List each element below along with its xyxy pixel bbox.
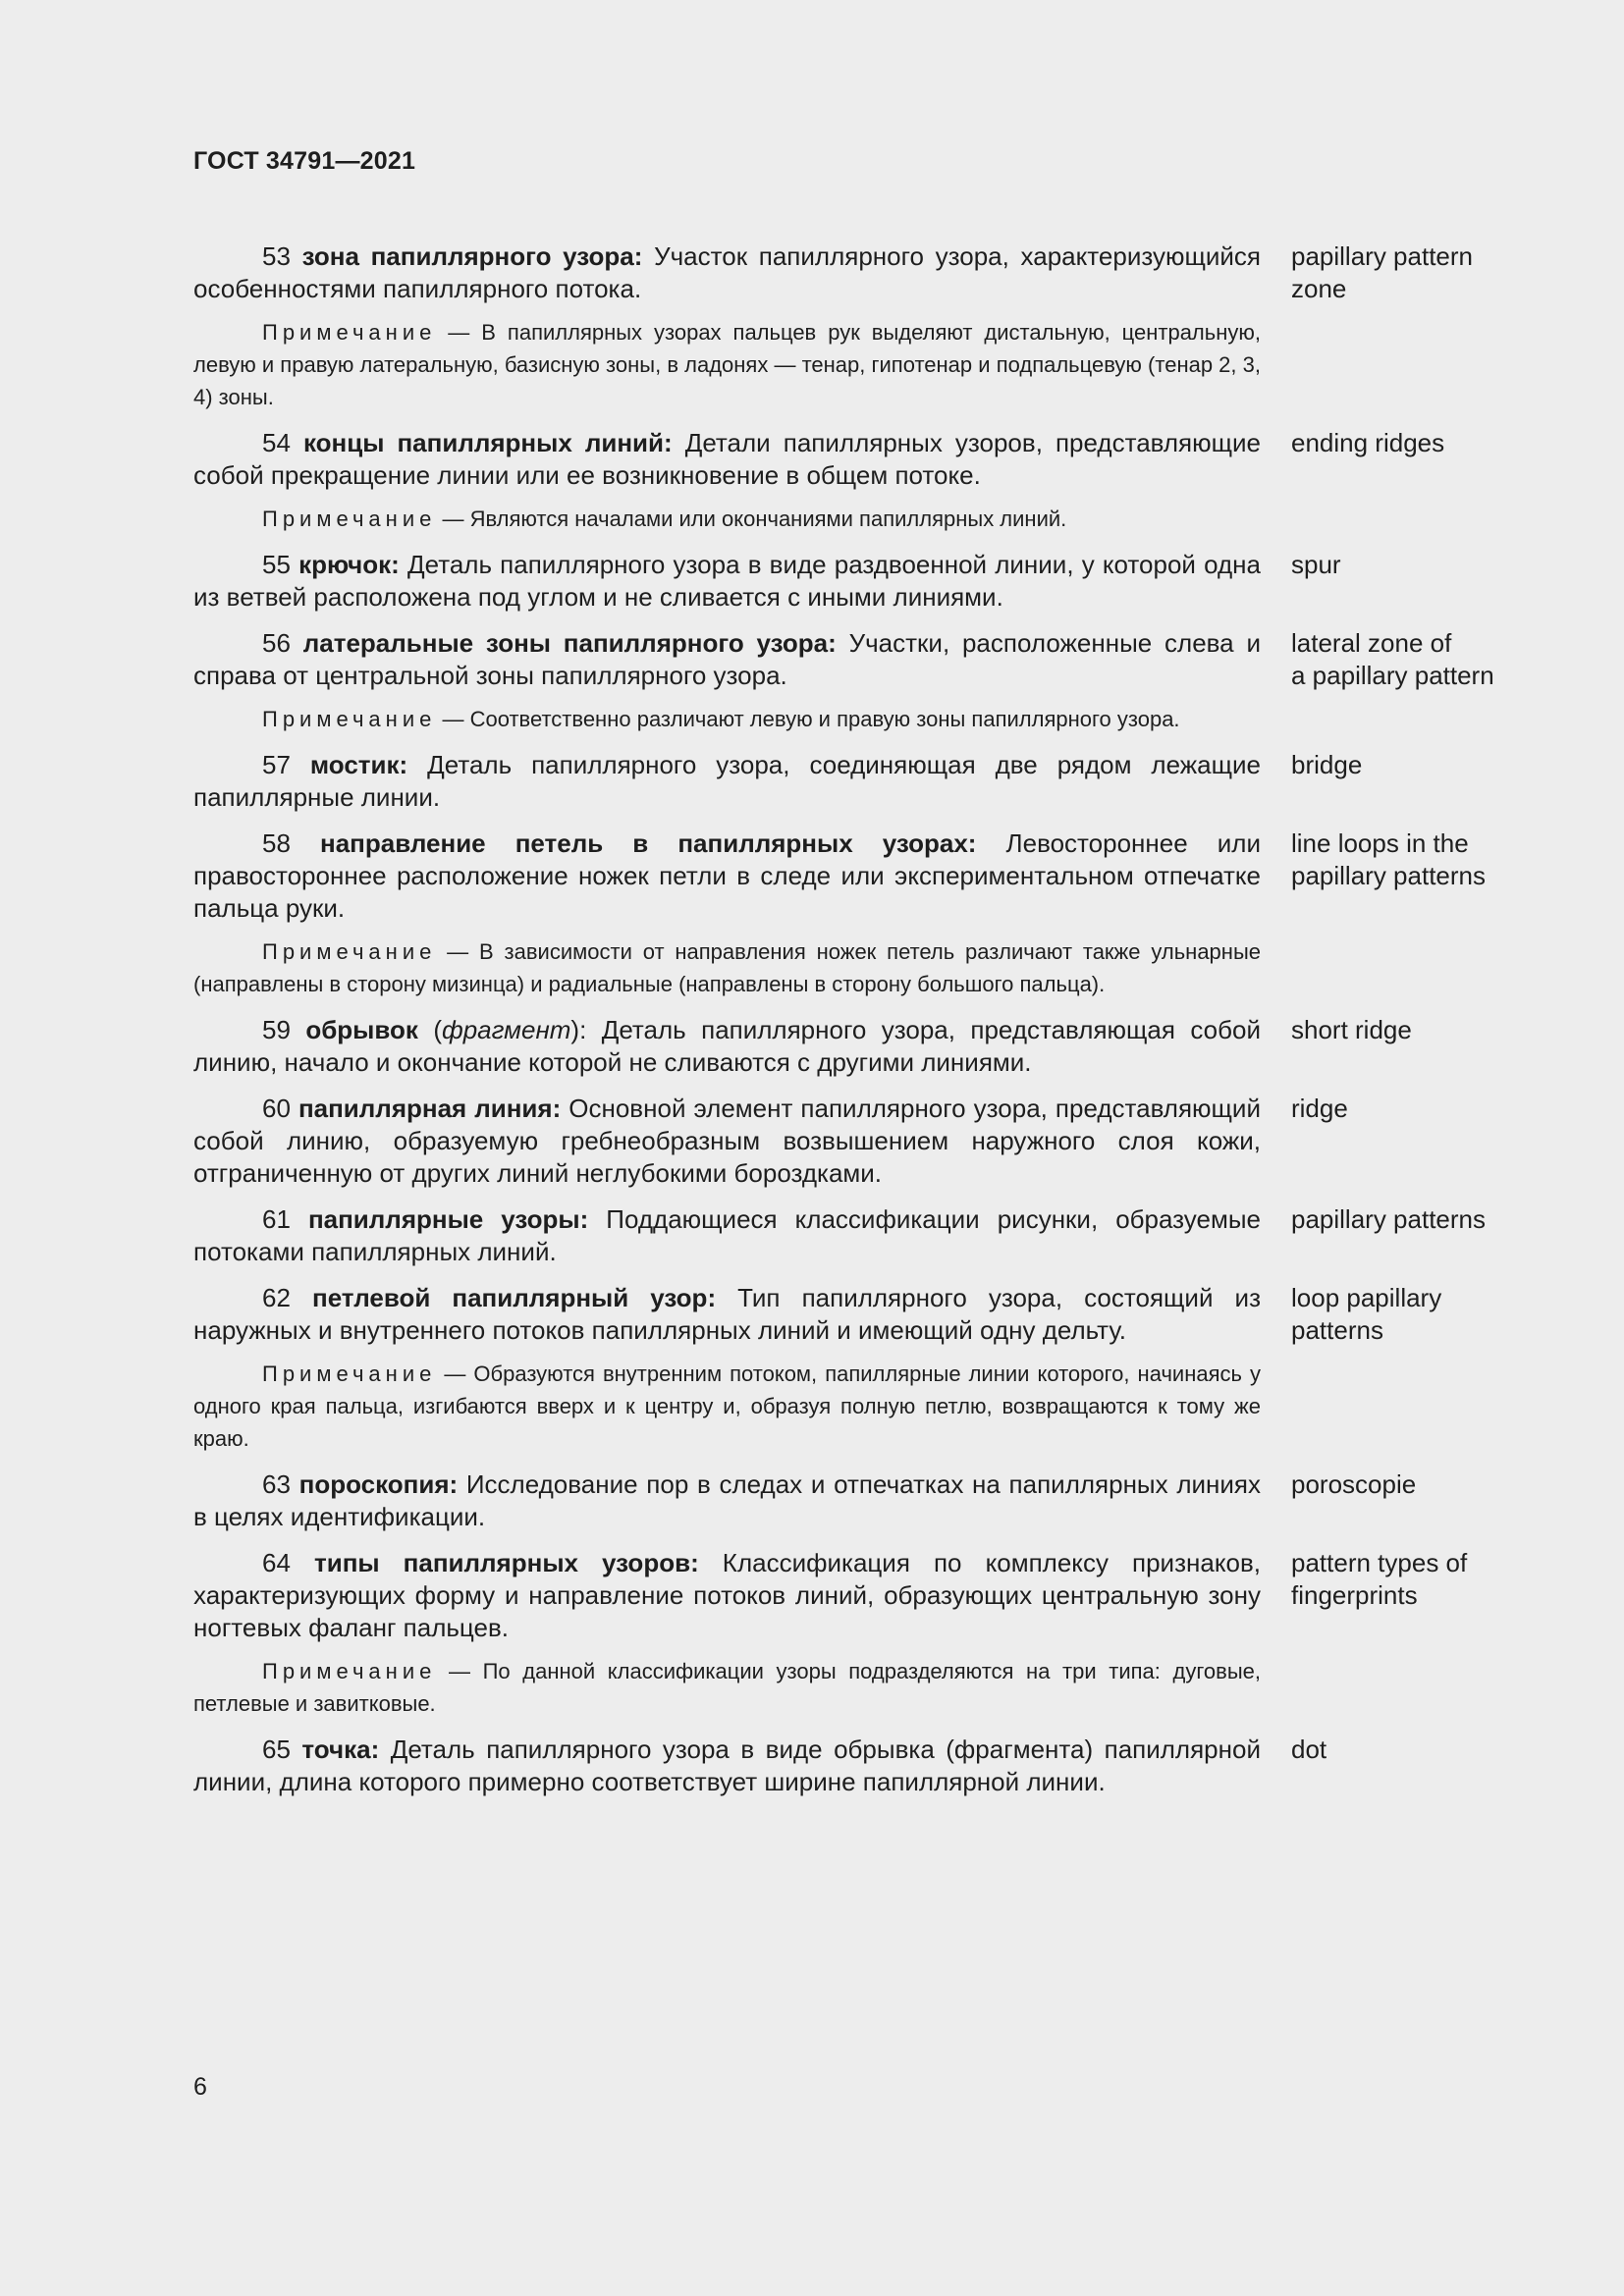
term-entry-65 — [193, 1734, 1509, 1798]
english-equivalent: papillary pattern zone — [1291, 241, 1473, 303]
note-dash: — — [436, 939, 480, 964]
entry-body — [193, 1014, 1261, 1079]
english-equivalent: pattern types of fingerprints — [1291, 1548, 1468, 1610]
definition-text: Деталь папиллярного узора в виде обрывка (фрагмента) папиллярной линии, длина которого примерно соответствует ширине папиллярной линии. — [193, 1735, 1261, 1796]
entry-body — [193, 549, 1261, 614]
definition — [193, 240, 1261, 305]
entry-body — [193, 1734, 1261, 1798]
term-title: пороскопия: — [298, 1469, 459, 1499]
term-entry-59 — [193, 1014, 1509, 1079]
term-title: зона папиллярного узора: — [301, 241, 643, 271]
entry-body — [193, 1093, 1261, 1190]
definition — [193, 1014, 1261, 1079]
term-entry-56 — [193, 627, 1509, 735]
document-header: ГОСТ 34791—2021 — [193, 147, 416, 175]
entry-body — [193, 240, 1261, 413]
note-dash: — — [436, 707, 470, 731]
term-number: 58 — [262, 828, 320, 858]
note-label: Примечание — [262, 507, 437, 531]
term-number: 53 — [262, 241, 302, 271]
note-text: По данной классификации узоры подразделяются на три типа: дуговые, петлевые и завитковые. — [193, 1659, 1261, 1716]
term-number: 59 — [262, 1015, 306, 1044]
entry-body — [193, 828, 1261, 1000]
definition — [193, 749, 1261, 814]
english-equivalent: short ridge — [1291, 1015, 1412, 1044]
term-entry-55 — [193, 549, 1509, 614]
definition — [193, 828, 1261, 925]
term-entry-53 — [193, 240, 1509, 413]
definition — [193, 1468, 1261, 1533]
note-dash: — — [436, 1362, 474, 1386]
term-title: мостик: — [309, 750, 408, 779]
definition-text: Деталь папиллярного узора, соединяющая две рядом лежащие папиллярные линии. — [193, 750, 1261, 812]
english-equivalent: loop papillary patterns — [1291, 1283, 1442, 1345]
note-label: Примечание — [262, 1362, 437, 1386]
definition — [193, 1547, 1261, 1644]
note — [193, 703, 1261, 735]
note-label: Примечание — [262, 320, 437, 345]
entry-body — [193, 627, 1261, 735]
entry-body — [193, 1203, 1261, 1268]
note-label: Примечание — [262, 939, 437, 964]
definition — [193, 427, 1261, 492]
note — [193, 503, 1261, 535]
definition-text: Исследование пор в следах и отпечатках на папиллярных линиях в целях идентификации. — [193, 1469, 1261, 1531]
term-title: крючок: — [298, 550, 400, 579]
term-title: обрывок — [305, 1015, 418, 1044]
entry-body — [193, 1282, 1261, 1455]
note — [193, 316, 1261, 413]
note-text: Соответственно различают левую и правую зоны папиллярного узора. — [469, 707, 1180, 731]
term-number: 57 — [262, 750, 310, 779]
english-equivalent: bridge — [1291, 750, 1363, 779]
definition-text: Левостороннее или правостороннее расположение ножек петли в следе или экспериментальном отпечатке пальца руки. — [193, 828, 1261, 923]
definition — [193, 1093, 1261, 1190]
english-equivalent: ending ridges — [1291, 428, 1445, 457]
term-title: папиллярная линия: — [298, 1094, 562, 1123]
term-entry-60 — [193, 1093, 1509, 1190]
page-number: 6 — [193, 2073, 207, 2101]
term-number: 55 — [262, 550, 299, 579]
definition-text: Тип папиллярного узора, состоящий из наружных и внутреннего потоков папиллярных линий и имеющий одну дельту. — [193, 1283, 1261, 1345]
definition-text: Деталь папиллярного узора в виде раздвоенной линии, у которой одна из ветвей расположена под углом и не сливается с иными линиями. — [193, 550, 1261, 612]
english-equivalent: dot — [1291, 1735, 1327, 1764]
definition-text: Участки, расположенные слева и справа от центральной зоны папиллярного узора. — [193, 628, 1261, 690]
entry-body — [193, 1468, 1261, 1533]
entry-body — [193, 1547, 1261, 1720]
term-number: 54 — [262, 428, 303, 457]
definition — [193, 1282, 1261, 1347]
definition-text: Деталь папиллярного узора, представляющая собой линию, начало и окончание которой не сливаются с другими линиями. — [193, 1015, 1261, 1077]
term-entry-57 — [193, 749, 1509, 814]
note — [193, 935, 1261, 1000]
note-text: В зависимости от направления ножек петель различают также ульнарные (направлены в сторону мизинца) и радиальные (направлены в сторону большого пальца). — [193, 939, 1261, 996]
definition — [193, 627, 1261, 692]
entry-body — [193, 749, 1261, 814]
term-number: 61 — [262, 1204, 308, 1234]
definition — [193, 1203, 1261, 1268]
term-number: 62 — [262, 1283, 312, 1312]
term-title: точка: — [301, 1735, 380, 1764]
note — [193, 1358, 1261, 1455]
note-dash: — — [436, 320, 482, 345]
term-entry-63 — [193, 1468, 1509, 1533]
note — [193, 1655, 1261, 1720]
alt-close: ): — [570, 1015, 587, 1044]
note-label: Примечание — [262, 1659, 437, 1683]
entry-body — [193, 427, 1261, 535]
english-equivalent: poroscopie — [1291, 1469, 1417, 1499]
note-dash: — — [436, 1659, 483, 1683]
term-number: 56 — [262, 628, 303, 658]
english-equivalent: papillary patterns — [1291, 1204, 1486, 1234]
term-entry-61 — [193, 1203, 1509, 1268]
definition-text: Участок папиллярного узора, характеризующийся особенностями папиллярного потока. — [193, 241, 1261, 303]
english-equivalent: ridge — [1291, 1094, 1348, 1123]
term-title: типы папиллярных узоров: — [313, 1548, 699, 1577]
term-entry-62 — [193, 1282, 1509, 1455]
note-text: Являются началами или окончаниями папиллярных линий. — [469, 507, 1067, 531]
note-dash: — — [436, 507, 470, 531]
note-text: В папиллярных узорах пальцев рук выделяют дистальную, центральную, левую и правую латеральную, базисную зоны, в ладонях — тенар, гипотенар и подпальцевую (тенар 2, 3, 4) зоны. — [193, 320, 1261, 409]
definition-text: Классификация по комплексу признаков, характеризующих форму и направление потоков линий, образующих центральную зону ногтевых фаланг пальцев. — [193, 1548, 1261, 1642]
term-entry-54 — [193, 427, 1509, 535]
term-entry-58 — [193, 828, 1509, 1000]
terms-list — [193, 240, 1509, 1812]
definition-text: Поддающиеся классификации рисунки, образуемые потоками папиллярных линий. — [193, 1204, 1261, 1266]
term-number: 65 — [262, 1735, 302, 1764]
term-alternative: фрагмент — [441, 1015, 571, 1044]
term-title: латеральные зоны папиллярного узора: — [302, 628, 837, 658]
definition — [193, 1734, 1261, 1798]
term-number: 64 — [262, 1548, 314, 1577]
term-title: концы папиллярных линий: — [302, 428, 673, 457]
term-number: 60 — [262, 1094, 298, 1123]
term-title: папиллярные узоры: — [307, 1204, 589, 1234]
term-number: 63 — [262, 1469, 299, 1499]
definition-text: Основной элемент папиллярного узора, представляющий собой линию, образуемую гребнеобразным возвышением наружного слоя кожи, отграниченную от других линий неглубокими бороздками. — [193, 1094, 1261, 1188]
term-title: петлевой папиллярный узор: — [311, 1283, 717, 1312]
definition-text: Детали папиллярных узоров, представляющие собой прекращение линии или ее возникновение в общем потоке. — [193, 428, 1261, 490]
definition — [193, 549, 1261, 614]
note-text: Образуются внутренним потоком, папиллярные линии которого, начинаясь у одного края пальца, изгибаются вверх и к центру и, образуя полную петлю, возвращаются к тому же краю. — [193, 1362, 1261, 1451]
term-entry-64 — [193, 1547, 1509, 1720]
note-label: Примечание — [262, 707, 437, 731]
english-equivalent: spur — [1291, 550, 1341, 579]
english-equivalent: lateral zone of a papillary pattern — [1291, 628, 1494, 690]
english-equivalent: line loops in the papillary patterns — [1291, 828, 1486, 890]
term-title: направление петель в папиллярных узорах: — [320, 828, 977, 858]
alt-open: ( — [417, 1015, 442, 1044]
